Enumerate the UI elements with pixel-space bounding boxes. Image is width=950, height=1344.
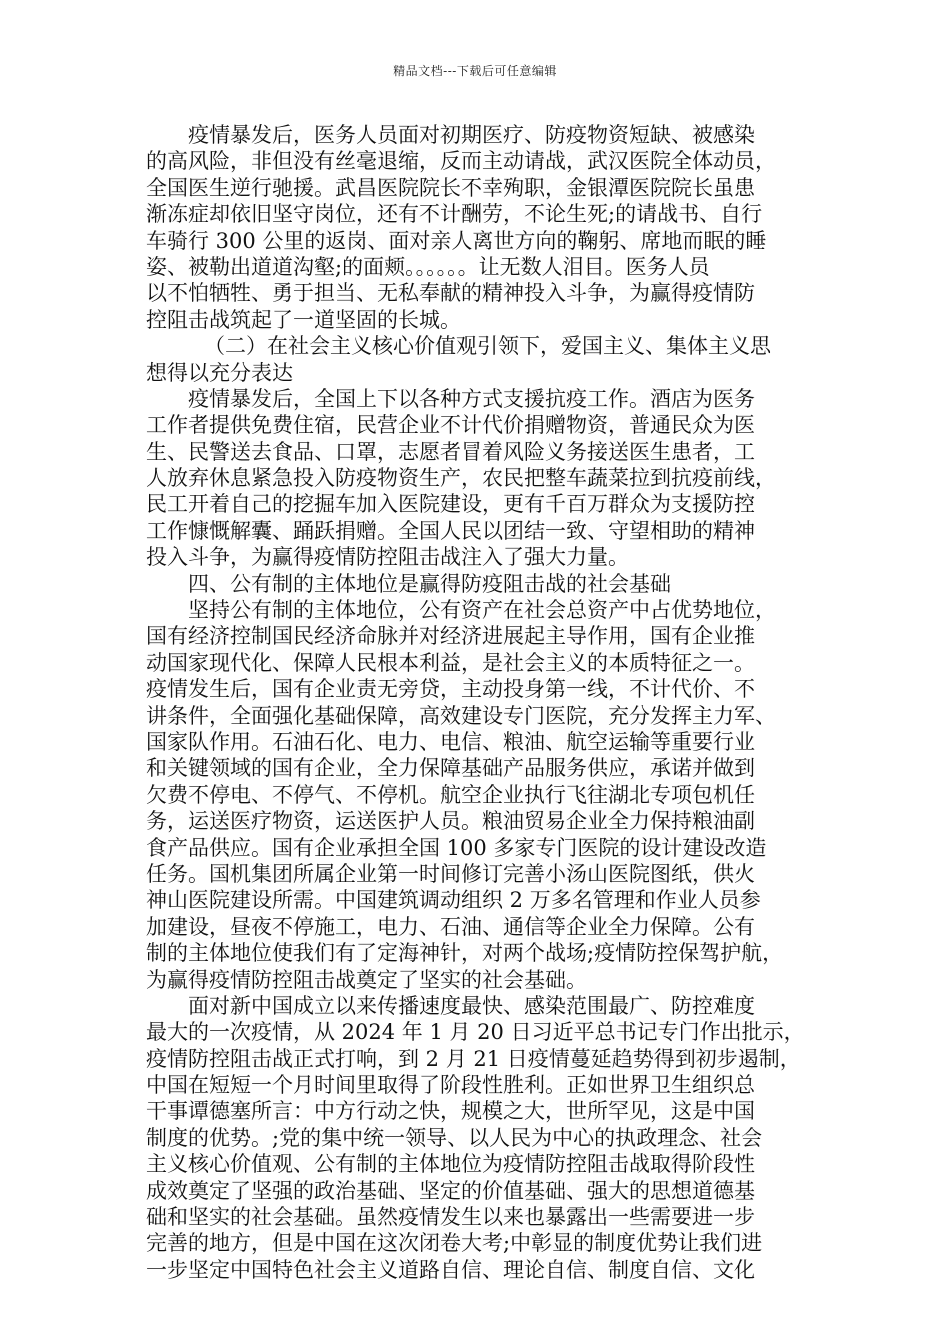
text-line: 中国在短短一个月时间里取得了阶段性胜利。正如世界卫生组织总 (146, 1073, 755, 1098)
text-line: 动国家现代化、保障人民根本利益，是社会主义的本质特征之一。 (146, 650, 755, 675)
text-line: 工作者提供免费住宿，民营企业不计代价捐赠物资，普通民众为医 (146, 413, 755, 438)
text-line: 疫情防控阻击战正式打响，到 2 月 21 日疫情蔓延趋势得到初步遏制， (146, 1046, 801, 1071)
text-line: 务，运送医疗物资，运送医护人员。粮油贸易企业全力保持粮油副 (146, 809, 755, 834)
text-line: 加建设，昼夜不停施工，电力、石油、通信等企业全力保障。公有 (146, 914, 755, 939)
text-line: 全国医生逆行驰援。武昌医院院长不幸殉职，金银潭医院院长虽患 (146, 175, 755, 200)
text-line: 国家队作用。石油石化、电力、电信、粮油、航空运输等重要行业 (146, 729, 755, 754)
page-header: 精品文档---下载后可任意编辑 (393, 64, 557, 78)
text-line: 四、公有制的主体地位是赢得防疫阻击战的社会基础 (188, 571, 671, 596)
text-line: 一步坚定中国特色社会主义道路自信、理论自信、制度自信、文化 (146, 1257, 755, 1282)
text-line: 主义核心价值观、公有制的主体地位为疫情防控阻击战取得阶段性 (146, 1152, 755, 1177)
text-line: 制的主体地位使我们有了定海神针，对两个战场;疫情防控保驾护航， (146, 941, 784, 966)
text-line: 工作慷慨解囊、踊跃捐赠。全国人民以团结一致、守望相助的精神 (146, 518, 755, 543)
text-line: （二）在社会主义核心价值观引领下，爱国主义、集体主义思 (204, 334, 771, 359)
text-line: 车骑行 300 公里的返岗、面对亲人离世方向的鞠躬、席地而眠的睡 (146, 228, 767, 253)
text-line: 础和坚实的社会基础。虽然疫情发生以来也暴露出一些需要进一步 (146, 1205, 755, 1230)
text-line: 生、民警送去食品、口罩，志愿者冒着风险义务接送医生患者，工 (146, 439, 755, 464)
text-line: 干事谭德塞所言：中方行动之快，规模之大，世所罕见，这是中国 (146, 1099, 755, 1124)
text-line: 制度的优势。;党的集中统一领导、以人民为中心的执政理念、社会 (146, 1125, 763, 1150)
text-line: 成效奠定了坚强的政治基础、坚定的价值基础、强大的思想道德基 (146, 1178, 755, 1203)
text-line: 任务。国机集团所属企业第一时间修订完善小汤山医院图纸，供火 (146, 861, 755, 886)
text-line: 疫情暴发后，医务人员面对初期医疗、防疫物资短缺、被感染 (188, 123, 755, 147)
text-line: 坚持公有制的主体地位，公有资产在社会总资产中占优势地位， (188, 598, 776, 623)
text-line: 姿、被勒出道道沟壑;的面颊。。。。。。让无数人泪目。医务人员 (146, 254, 710, 279)
text-line: 食产品供应。国有企业承担全国 100 多家专门医院的设计建设改造 (146, 835, 767, 860)
document-body (146, 122, 830, 1283)
text-line: 人放弃休息紧急投入防疫物资生产，农民把整车蔬菜拉到抗疫前线， (146, 466, 776, 491)
text-line: 完善的地方，但是中国在这次闭卷大考;中彰显的制度优势让我们进 (146, 1231, 763, 1256)
text-line: 为赢得疫情防控阻击战奠定了坚实的社会基础。 (146, 967, 587, 992)
text-line: 国有经济控制国民经济命脉并对经济进展起主导作用，国有企业推 (146, 624, 755, 649)
text-line: 疫情暴发后，全国上下以各种方式支援抗疫工作。酒店为医务 (188, 386, 755, 411)
text-line: 想得以充分表达 (146, 360, 293, 385)
text-line: 投入斗争，为赢得疫情防控阻击战注入了强大力量。 (146, 545, 629, 570)
text-line: 渐冻症却依旧坚守岗位，还有不计酬劳，不论生死;的请战书、自行 (146, 202, 763, 227)
text-line: 最大的一次疫情，从 2024 年 1 月 20 日习近平总书记专门作出批示， (146, 1020, 805, 1045)
text-line: 控阻击战筑起了一道坚固的长城。 (146, 307, 461, 332)
text-line: 神山医院建设所需。中国建筑调动组织 2 万多名管理和作业人员参 (146, 888, 761, 913)
text-line: 的高风险，非但没有丝毫退缩，反而主动请战，武汉医院全体动员， (146, 149, 776, 174)
text-line: 疫情发生后，国有企业责无旁贷，主动投身第一线，不计代价、不 (146, 677, 755, 702)
text-line: 讲条件，全面强化基础保障，高效建设专门医院，充分发挥主力军、 (146, 703, 776, 728)
text-line: 以不怕牺牲、勇于担当、无私奉献的精神投入斗争，为赢得疫情防 (146, 281, 755, 306)
text-line: 民工开着自己的挖掘车加入医院建设，更有千百万群众为支援防控 (146, 492, 755, 517)
text-line: 面对新中国成立以来传播速度最快、感染范围最广、防控难度 (188, 993, 755, 1018)
text-line: 和关键领域的国有企业，全力保障基础产品服务供应，承诺并做到 (146, 756, 755, 781)
text-line: 欠费不停电、不停气、不停机。航空企业执行飞往湖北专项包机任 (146, 782, 755, 807)
